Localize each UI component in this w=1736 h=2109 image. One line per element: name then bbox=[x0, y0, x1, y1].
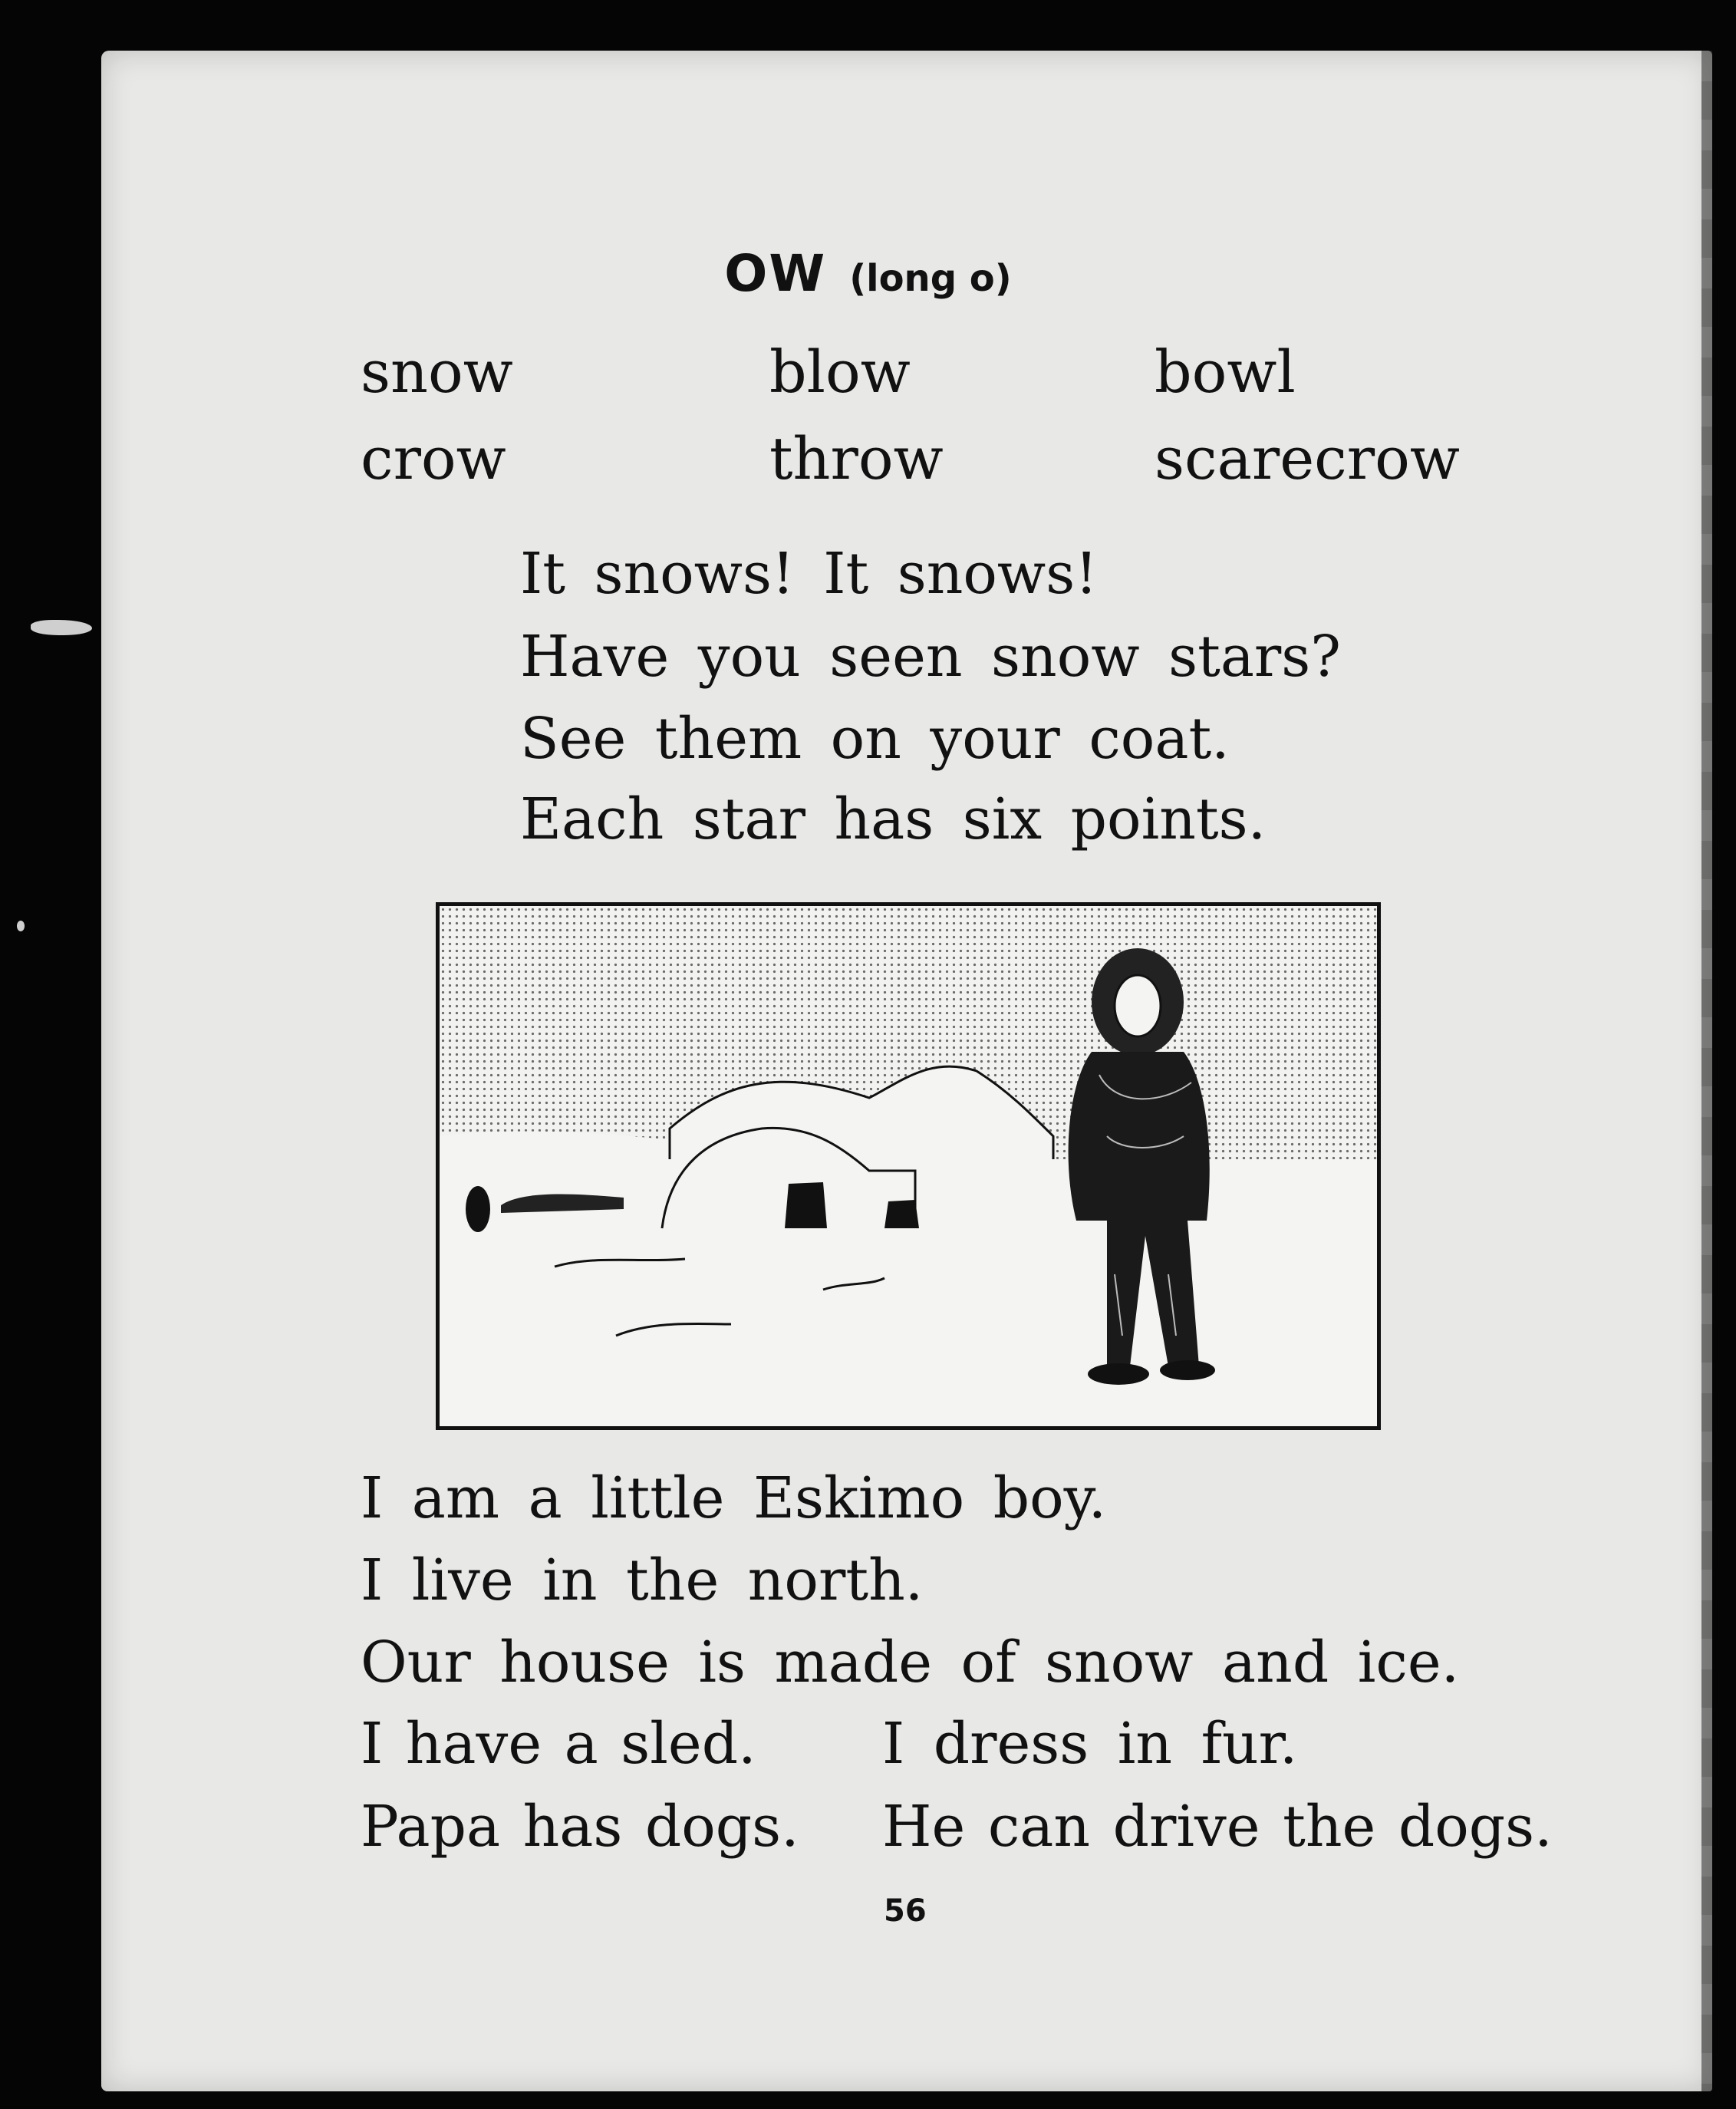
poem-line: Have you seen snow stars? bbox=[520, 624, 1341, 690]
story-line: I live in the north. bbox=[361, 1547, 924, 1613]
word: blow bbox=[769, 338, 911, 406]
story-line: He can drive the dogs. bbox=[882, 1794, 1553, 1860]
scan-speck bbox=[31, 620, 92, 635]
illustration-drawing bbox=[440, 906, 1377, 1426]
scan-speck bbox=[17, 921, 25, 931]
poem-line: See them on your coat. bbox=[520, 706, 1230, 772]
story-line: I dress in fur. bbox=[882, 1711, 1298, 1777]
eskimo-illustration bbox=[436, 902, 1381, 1430]
poem-line: Each star has six points. bbox=[520, 786, 1267, 852]
word: crow bbox=[361, 424, 506, 493]
lesson-heading bbox=[0, 244, 1736, 303]
igloo-door bbox=[884, 1200, 919, 1228]
page-edge bbox=[1701, 51, 1712, 2091]
word: bowl bbox=[1155, 338, 1296, 406]
story-line: Papa has dogs. bbox=[361, 1794, 799, 1860]
poem-line: It snows! It snows! bbox=[520, 541, 1098, 607]
word: snow bbox=[361, 338, 513, 406]
heading-title: OW bbox=[724, 244, 827, 303]
page-number: 56 bbox=[884, 1893, 927, 1929]
story-line: I am a little Eskimo boy. bbox=[361, 1465, 1107, 1531]
igloo-door bbox=[785, 1182, 827, 1228]
heading-subtitle: (long o) bbox=[849, 257, 1012, 300]
word: throw bbox=[769, 424, 944, 493]
story-line: I have a sled. bbox=[361, 1711, 756, 1777]
distant-figure bbox=[466, 1186, 490, 1232]
word: scarecrow bbox=[1155, 424, 1460, 493]
story-line: Our house is made of snow and ice. bbox=[361, 1630, 1460, 1695]
